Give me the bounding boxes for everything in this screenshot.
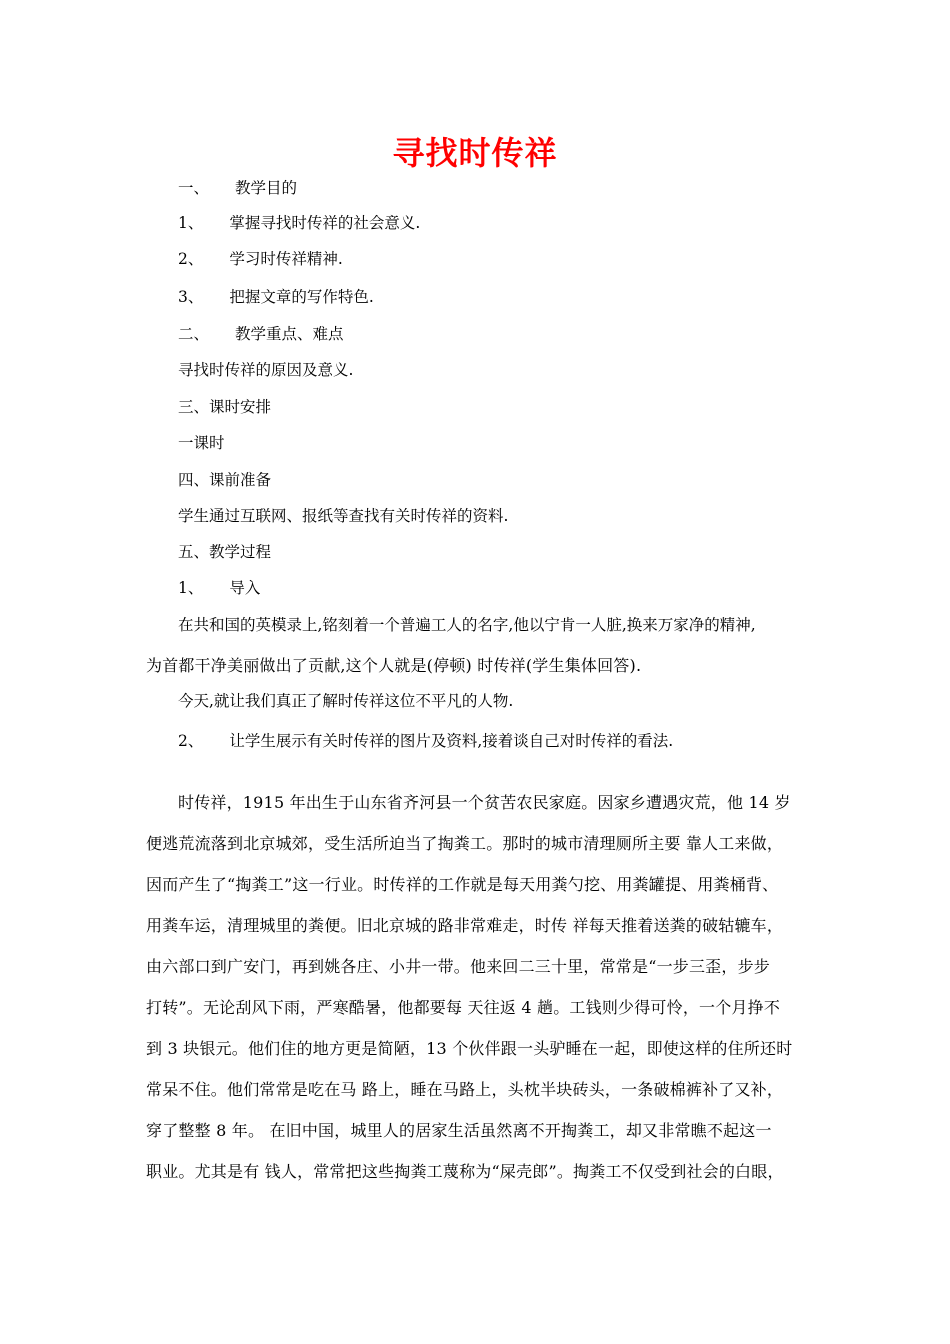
body-line: 便逃荒流落到北京城郊，受生活所迫当了掏粪工。那时的城市清理厕所主要 靠人工来做， [146, 834, 784, 853]
intro-paragraph-line: 为首都干净美丽做出了贡献,这个人就是(停顿) 时传祥(学生集体回答). [146, 656, 642, 675]
intro-paragraph-line: 在共和国的英模录上,铭刻着一个普遍工人的名字,他以宁肯一人脏,换来万家净的精神, [178, 616, 756, 634]
body-line: 到 3 块银元。他们住的地方更是简陋，13 个伙伴跟一头驴睡在一起，即使这样的住所还时 [146, 1039, 793, 1058]
outline-item: 寻找时传祥的原因及意义. [178, 361, 354, 379]
outline-item: 1、 掌握寻找时传祥的社会意义. [178, 214, 421, 232]
document-title: 寻找时传祥 [392, 134, 558, 172]
body-line: 常呆不住。他们常常是吃在马 路上，睡在马路上，头枕半块砖头，一条破棉裤补了又补， [146, 1080, 784, 1099]
step-item: 2、 让学生展示有关时传祥的图片及资料,接着谈自己对时传祥的看法. [178, 732, 674, 750]
outline-item: 3、 把握文章的写作特色. [178, 288, 374, 306]
intro-paragraph-line: 今天,就让我们真正了解时传祥这位不平凡的人物. [178, 692, 514, 710]
outline-item: 四、课前准备 [178, 471, 272, 489]
outline-item: 一、 教学目的 [178, 179, 298, 197]
body-line: 打转”。无论刮风下雨，严寒酷暑，他都要每 天往返 4 趟。工钱则少得可怜，一个月挣不 [146, 998, 781, 1017]
outline-item: 2、 学习时传祥精神. [178, 250, 343, 268]
outline-item: 学生通过互联网、报纸等查找有关时传祥的资料. [178, 507, 509, 525]
outline-item: 三、课时安排 [178, 398, 272, 416]
outline-item: 1、 导入 [178, 579, 261, 597]
outline-item: 一课时 [178, 434, 225, 452]
outline-item: 五、教学过程 [178, 543, 272, 561]
body-line: 用粪车运，清理城里的粪便。旧北京城的路非常难走，时传 祥每天推着送粪的破轱辘车， [146, 916, 784, 935]
outline-item: 二、 教学重点、难点 [178, 325, 344, 343]
body-line: 穿了整整 8 年。 在旧中国，城里人的居家生活虽然离不开掏粪工，却又非常瞧不起这一 [146, 1121, 772, 1140]
body-line: 由六部口到广安门，再到姚各庄、小井一带。他来回二三十里，常常是“一步三歪，步步 [146, 957, 770, 976]
body-line: 时传祥，1915 年出生于山东省齐河县一个贫苦农民家庭。因家乡遭遇灾荒，他 14 岁 [178, 793, 791, 812]
body-line: 职业。尤其是有 钱人，常常把这些掏粪工蔑称为“屎壳郎”。掏粪工不仅受到社会的白眼， [146, 1162, 784, 1181]
body-line: 因而产生了“掏粪工”这一行业。时传祥的工作就是每天用粪勺挖、用粪罐提、用粪桶背、 [146, 875, 779, 894]
